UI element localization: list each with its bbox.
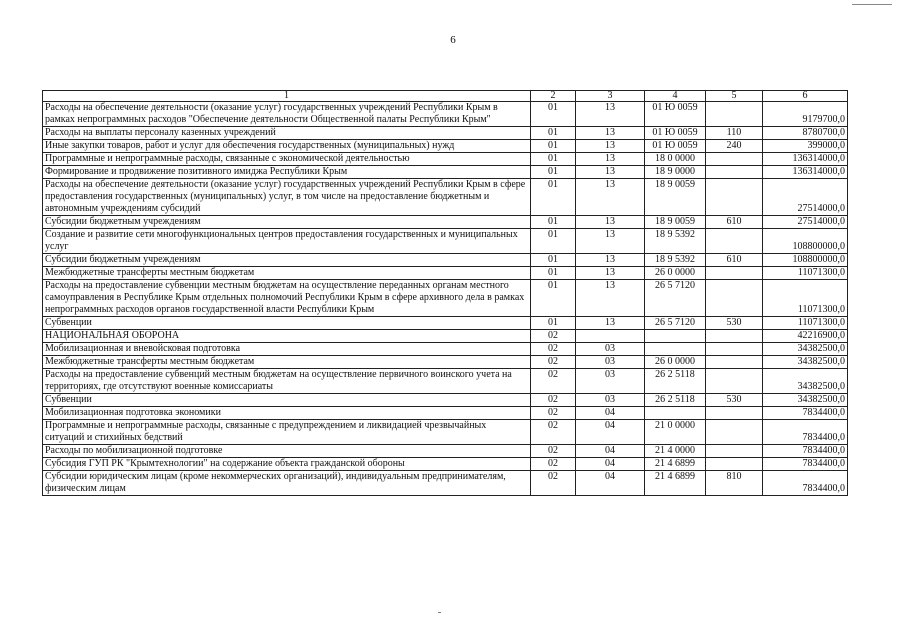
row-expense-type: [706, 179, 763, 216]
row-section: 01: [531, 179, 576, 216]
table-row: [43, 394, 848, 407]
row-amount: 27514000,0: [763, 216, 848, 229]
row-amount: 11071300,0: [763, 280, 848, 317]
row-subsection: 13: [576, 140, 645, 153]
row-name: Расходы по мобилизационной подготовке: [43, 445, 531, 458]
table-header-row: [43, 91, 848, 102]
row-target-article: 26 0 0000: [645, 356, 706, 369]
header-col-1: 1: [43, 91, 531, 102]
row-amount: 7834400,0: [763, 458, 848, 471]
row-amount: 27514000,0: [763, 179, 848, 216]
table-row: [43, 330, 848, 343]
row-amount: 8780700,0: [763, 127, 848, 140]
row-amount: 108800000,0: [763, 254, 848, 267]
page-number: 6: [450, 34, 456, 46]
row-expense-type: 610: [706, 216, 763, 229]
row-amount: 34382500,0: [763, 369, 848, 394]
row-section: 02: [531, 343, 576, 356]
row-section: 02: [531, 445, 576, 458]
row-name: Межбюджетные трансферты местным бюджетам: [43, 267, 531, 280]
row-section: 01: [531, 280, 576, 317]
table-row: [43, 407, 848, 420]
row-name: Расходы на предоставление субвенции местным бюджетам на осуществление переданных органам местного самоуправления в Республике Крым отдельных полномочий Республики Крым в сфере архивного дела в рамках непрограммных расходов органов государственной власти Республики Крым: [43, 280, 531, 317]
row-subsection: 13: [576, 254, 645, 267]
row-name: Расходы на выплаты персоналу казенных учреждений: [43, 127, 531, 140]
table-row: [43, 102, 848, 127]
row-amount: 7834400,0: [763, 445, 848, 458]
row-expense-type: 810: [706, 471, 763, 496]
row-section: 02: [531, 458, 576, 471]
table-row: [43, 458, 848, 471]
row-expense-type: 610: [706, 254, 763, 267]
top-edge-rule: [852, 4, 892, 5]
row-section: 02: [531, 394, 576, 407]
row-expense-type: [706, 343, 763, 356]
row-target-article: 18 9 0059: [645, 216, 706, 229]
table-row: [43, 369, 848, 394]
row-subsection: [576, 330, 645, 343]
row-target-article: 21 4 0000: [645, 445, 706, 458]
row-subsection: 04: [576, 458, 645, 471]
table-row: [43, 445, 848, 458]
row-name: НАЦИОНАЛЬНАЯ ОБОРОНА: [43, 330, 531, 343]
row-name: Мобилизационная подготовка экономики: [43, 407, 531, 420]
row-amount: 136314000,0: [763, 166, 848, 179]
row-amount: 9179700,0: [763, 102, 848, 127]
row-amount: 108800000,0: [763, 229, 848, 254]
row-name: Субвенции: [43, 394, 531, 407]
row-section: 02: [531, 471, 576, 496]
row-name: Расходы на обеспечение деятельности (оказание услуг) государственных учреждений Республики Крым в сфере предоставления государственных (муниципальных) услуг, в том числе на предоставление бюджетным и автономным учреждениям субсидий: [43, 179, 531, 216]
row-subsection: 04: [576, 445, 645, 458]
scan-speck: [438, 612, 441, 613]
row-expense-type: [706, 280, 763, 317]
row-name: Расходы на обеспечение деятельности (оказание услуг) государственных учреждений Республики Крым в рамках непрограммных расходов "Обеспечение деятельности Общественной палаты Республики Крым": [43, 102, 531, 127]
row-name: Субсидия ГУП РК "Крымтехнологии" на содержание объекта гражданской обороны: [43, 458, 531, 471]
row-target-article: [645, 407, 706, 420]
row-section: 01: [531, 216, 576, 229]
row-expense-type: 530: [706, 317, 763, 330]
row-name: Мобилизационная и вневойсковая подготовка: [43, 343, 531, 356]
row-subsection: 03: [576, 369, 645, 394]
row-section: 02: [531, 420, 576, 445]
row-subsection: 04: [576, 420, 645, 445]
row-amount: 136314000,0: [763, 153, 848, 166]
row-name: Субсидии бюджетным учреждениям: [43, 254, 531, 267]
row-subsection: 04: [576, 407, 645, 420]
table-row: [43, 127, 848, 140]
row-expense-type: [706, 420, 763, 445]
table-row: [43, 343, 848, 356]
table-row: [43, 229, 848, 254]
row-expense-type: 240: [706, 140, 763, 153]
table-row: [43, 166, 848, 179]
row-name: Межбюджетные трансферты местным бюджетам: [43, 356, 531, 369]
row-expense-type: [706, 369, 763, 394]
row-target-article: 26 5 7120: [645, 280, 706, 317]
row-target-article: [645, 343, 706, 356]
row-subsection: 13: [576, 317, 645, 330]
row-expense-type: [706, 356, 763, 369]
row-target-article: 21 0 0000: [645, 420, 706, 445]
row-target-article: 18 9 0059: [645, 179, 706, 216]
row-target-article: 26 2 5118: [645, 394, 706, 407]
row-expense-type: [706, 330, 763, 343]
header-col-2: 2: [531, 91, 576, 102]
row-section: 01: [531, 166, 576, 179]
row-name: Расходы на предоставление субвенций местным бюджетам на осуществление первичного воинского учета на территориях, где отсутствуют военные комиссариаты: [43, 369, 531, 394]
row-expense-type: [706, 229, 763, 254]
row-amount: 7834400,0: [763, 420, 848, 445]
row-amount: 34382500,0: [763, 394, 848, 407]
row-subsection: 13: [576, 267, 645, 280]
row-target-article: 26 0 0000: [645, 267, 706, 280]
row-name: Иные закупки товаров, работ и услуг для обеспечения государственных (муниципальных) нужд: [43, 140, 531, 153]
row-subsection: 13: [576, 153, 645, 166]
row-name: Создание и развитие сети многофункциональных центров предоставления государственных и муниципальных услуг: [43, 229, 531, 254]
row-subsection: 03: [576, 394, 645, 407]
row-expense-type: [706, 458, 763, 471]
row-target-article: 21 4 6899: [645, 458, 706, 471]
header-col-4: 4: [645, 91, 706, 102]
row-subsection: 13: [576, 127, 645, 140]
row-expense-type: [706, 166, 763, 179]
row-target-article: 18 9 0000: [645, 166, 706, 179]
row-target-article: 18 9 5392: [645, 254, 706, 267]
row-expense-type: 530: [706, 394, 763, 407]
row-target-article: 21 4 6899: [645, 471, 706, 496]
row-name: Субсидии юридическим лицам (кроме некоммерческих организаций), индивидуальным предпринимателям, физическим лицам: [43, 471, 531, 496]
row-name: Формирование и продвижение позитивного имиджа Республики Крым: [43, 166, 531, 179]
table-row: [43, 179, 848, 216]
row-section: 02: [531, 369, 576, 394]
table-row: [43, 317, 848, 330]
table-row: [43, 216, 848, 229]
row-target-article: 26 2 5118: [645, 369, 706, 394]
row-subsection: 13: [576, 229, 645, 254]
row-section: 01: [531, 229, 576, 254]
row-section: 02: [531, 330, 576, 343]
row-target-article: [645, 330, 706, 343]
row-amount: 7834400,0: [763, 407, 848, 420]
row-expense-type: [706, 267, 763, 280]
table-row: [43, 471, 848, 496]
row-amount: 11071300,0: [763, 317, 848, 330]
table-row: [43, 153, 848, 166]
row-name: Субсидии бюджетным учреждениям: [43, 216, 531, 229]
row-amount: 7834400,0: [763, 471, 848, 496]
table-row: [43, 420, 848, 445]
row-subsection: 13: [576, 166, 645, 179]
row-expense-type: [706, 102, 763, 127]
row-section: 02: [531, 356, 576, 369]
row-amount: 34382500,0: [763, 356, 848, 369]
row-section: 01: [531, 102, 576, 127]
row-amount: 34382500,0: [763, 343, 848, 356]
row-section: 01: [531, 127, 576, 140]
table-row: [43, 254, 848, 267]
row-section: 02: [531, 407, 576, 420]
row-expense-type: [706, 445, 763, 458]
row-subsection: 04: [576, 471, 645, 496]
table-row: [43, 267, 848, 280]
table-row: [43, 280, 848, 317]
row-target-article: 01 Ю 0059: [645, 102, 706, 127]
header-col-3: 3: [576, 91, 645, 102]
row-amount: 11071300,0: [763, 267, 848, 280]
header-col-5: 5: [706, 91, 763, 102]
row-subsection: 03: [576, 343, 645, 356]
row-target-article: 18 0 0000: [645, 153, 706, 166]
row-section: 01: [531, 140, 576, 153]
row-target-article: 01 Ю 0059: [645, 127, 706, 140]
row-section: 01: [531, 267, 576, 280]
row-name: Субвенции: [43, 317, 531, 330]
row-subsection: 03: [576, 356, 645, 369]
row-expense-type: [706, 407, 763, 420]
row-expense-type: 110: [706, 127, 763, 140]
row-target-article: 18 9 5392: [645, 229, 706, 254]
header-col-6: 6: [763, 91, 848, 102]
row-subsection: 13: [576, 102, 645, 127]
table-row: [43, 140, 848, 153]
row-subsection: 13: [576, 179, 645, 216]
row-section: 01: [531, 317, 576, 330]
row-section: 01: [531, 153, 576, 166]
budget-table: [42, 90, 848, 496]
row-subsection: 13: [576, 216, 645, 229]
row-expense-type: [706, 153, 763, 166]
row-amount: 42216900,0: [763, 330, 848, 343]
table-row: [43, 356, 848, 369]
row-target-article: 01 Ю 0059: [645, 140, 706, 153]
row-section: 01: [531, 254, 576, 267]
row-target-article: 26 5 7120: [645, 317, 706, 330]
row-subsection: 13: [576, 280, 645, 317]
row-name: Программные и непрограммные расходы, связанные с экономической деятельностью: [43, 153, 531, 166]
row-amount: 399000,0: [763, 140, 848, 153]
row-name: Программные и непрограммные расходы, связанные с предупреждением и ликвидацией чрезвычайных ситуаций и стихийных бедствий: [43, 420, 531, 445]
